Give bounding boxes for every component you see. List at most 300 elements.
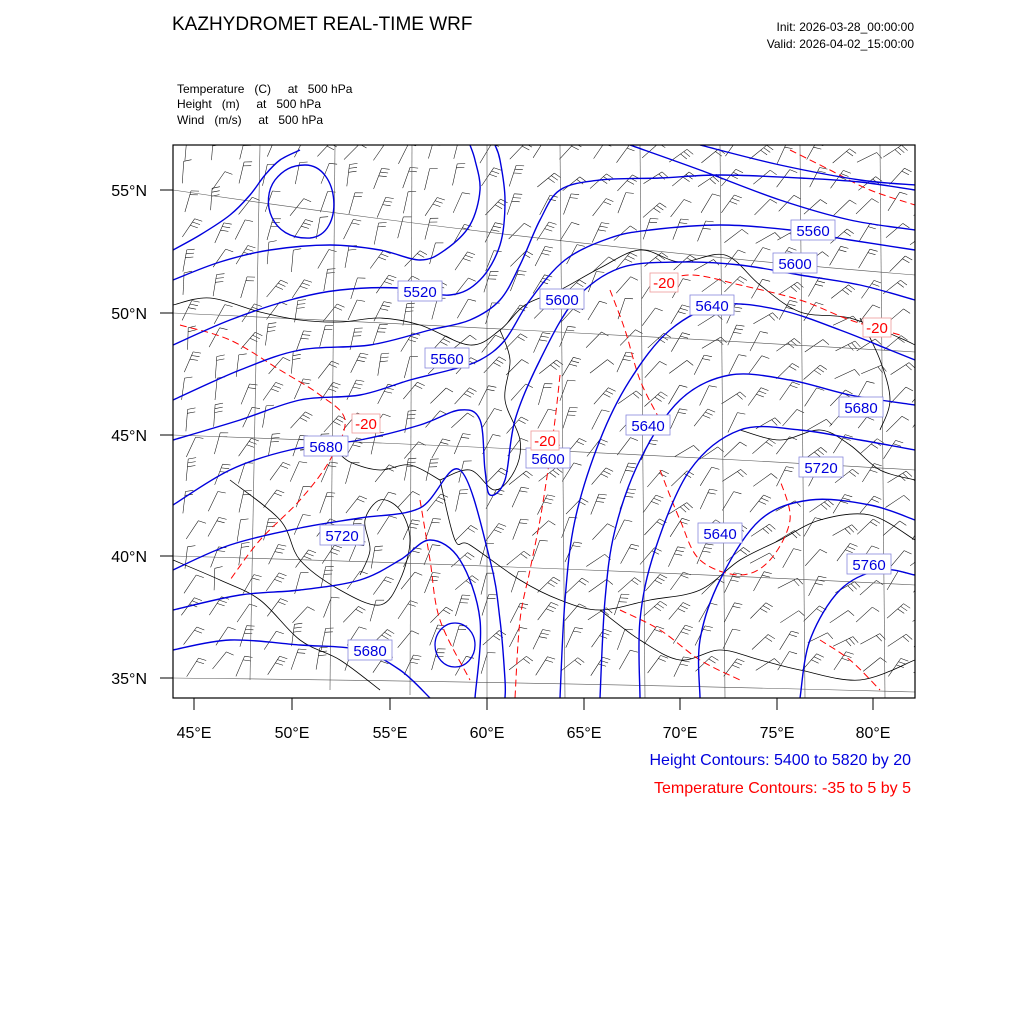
wind-barb bbox=[724, 442, 747, 457]
wind-barb bbox=[616, 253, 637, 270]
wind-barb bbox=[833, 637, 858, 647]
wind-barb bbox=[915, 256, 940, 265]
wind-barb bbox=[425, 218, 438, 239]
wind-barb bbox=[344, 144, 367, 160]
temperature-contour-label bbox=[531, 431, 559, 450]
legend-temperature: Temperature Contours: -35 to 5 by 5 bbox=[653, 780, 911, 797]
wind-barb bbox=[235, 220, 253, 240]
wind-barb bbox=[240, 626, 255, 647]
wind-barb bbox=[671, 200, 692, 217]
wind-barb bbox=[213, 249, 233, 267]
temperature-contour bbox=[650, 275, 900, 335]
wind-barb bbox=[214, 567, 223, 591]
wind-barb bbox=[805, 388, 825, 406]
valid-time: Valid: 2026-04-02_15:00:00 bbox=[766, 37, 914, 51]
wind-barb bbox=[532, 540, 547, 561]
height-contour-label bbox=[540, 289, 584, 309]
wind-barb bbox=[239, 491, 252, 513]
wind-barb bbox=[270, 462, 290, 480]
wind-barb bbox=[621, 544, 639, 563]
wind-barb bbox=[425, 168, 438, 190]
lon-tick-label: 70°E bbox=[662, 725, 698, 742]
wind-barb bbox=[592, 629, 612, 647]
wind-barb bbox=[267, 136, 284, 156]
wind-barb bbox=[212, 137, 222, 160]
wind-barb bbox=[456, 490, 469, 512]
wind-barb bbox=[240, 138, 253, 160]
wind-barb bbox=[750, 145, 774, 159]
wind-barb bbox=[294, 220, 313, 239]
wind-barb bbox=[239, 542, 250, 565]
lat-tick-label: 40°N bbox=[111, 549, 147, 566]
height-contour-label bbox=[348, 640, 392, 660]
wind-barb bbox=[267, 280, 288, 297]
chart-title: KAZHYDROMET REAL-TIME WRF bbox=[172, 14, 473, 35]
svg-text:-20: -20 bbox=[653, 275, 675, 292]
wind-barb bbox=[377, 492, 396, 511]
wind-barb bbox=[668, 547, 685, 567]
wind-barb bbox=[809, 500, 833, 512]
wind-barb bbox=[588, 272, 604, 293]
wind-barb bbox=[755, 199, 778, 215]
wind-barb bbox=[533, 139, 552, 158]
wind-barb bbox=[780, 382, 800, 400]
wind-barb bbox=[810, 168, 828, 188]
wind-barb bbox=[532, 521, 555, 536]
wind-barb bbox=[910, 232, 934, 245]
wind-barb bbox=[401, 572, 422, 589]
wind-barb bbox=[374, 168, 390, 189]
wind-barb bbox=[750, 495, 771, 512]
svg-text:5640: 5640 bbox=[703, 526, 737, 543]
wind-barb bbox=[834, 200, 857, 215]
wind-barb bbox=[750, 332, 768, 352]
wind-barb bbox=[242, 304, 262, 322]
wind-barb bbox=[538, 384, 552, 405]
wind-barb bbox=[645, 253, 669, 267]
wind-barb bbox=[291, 249, 301, 272]
axis-ticks bbox=[160, 190, 873, 710]
wind-barb bbox=[886, 223, 909, 237]
parallel-line bbox=[173, 678, 915, 692]
wind-barb bbox=[184, 352, 201, 372]
wind-barb bbox=[560, 222, 579, 241]
wind-barb bbox=[831, 285, 855, 299]
wind-barb bbox=[183, 249, 195, 271]
wind-barb bbox=[264, 490, 285, 508]
wind-barb bbox=[454, 137, 468, 158]
wind-barb bbox=[512, 487, 529, 507]
wind-barb bbox=[749, 356, 769, 374]
wind-barb bbox=[430, 243, 444, 264]
wind-barb bbox=[614, 594, 629, 615]
height-contour bbox=[630, 145, 915, 230]
wind-barb bbox=[290, 462, 307, 482]
wind-barb bbox=[886, 495, 910, 507]
svg-text:-20: -20 bbox=[355, 416, 377, 433]
temperature-contour bbox=[515, 375, 560, 698]
wind-barb bbox=[376, 275, 396, 293]
wind-barb bbox=[346, 463, 360, 484]
wind-barb bbox=[344, 219, 362, 239]
wind-barb bbox=[213, 274, 224, 297]
wind-barb bbox=[913, 611, 938, 621]
wind-barb bbox=[807, 419, 832, 430]
height-contour-label bbox=[791, 220, 835, 240]
wind-barb bbox=[540, 195, 558, 215]
wind-barb bbox=[752, 635, 775, 650]
wind-barb bbox=[513, 519, 529, 540]
wind-barb bbox=[697, 544, 714, 564]
wind-barb bbox=[833, 525, 858, 536]
wind-barb bbox=[483, 435, 501, 455]
wind-barb bbox=[455, 252, 475, 270]
wind-barb bbox=[617, 175, 639, 191]
wind-barb bbox=[593, 199, 614, 216]
wind-barb bbox=[914, 472, 939, 481]
wind-barb bbox=[451, 413, 474, 428]
border-line bbox=[173, 560, 380, 690]
wind-barb bbox=[539, 360, 563, 374]
wind-barb bbox=[398, 144, 416, 164]
wind-barb bbox=[424, 545, 440, 565]
height-contour-label bbox=[698, 523, 742, 543]
wind-barb bbox=[430, 388, 453, 403]
wind-barb bbox=[237, 519, 248, 542]
wind-barb bbox=[459, 461, 472, 483]
wind-barb bbox=[241, 332, 263, 349]
wind-barb bbox=[643, 495, 663, 513]
wind-barb bbox=[914, 575, 935, 593]
wind-barb bbox=[917, 169, 937, 187]
wind-barb bbox=[509, 656, 533, 670]
wind-barb bbox=[700, 447, 724, 459]
wind-barb bbox=[619, 650, 638, 669]
wind-barb bbox=[481, 573, 495, 594]
wind-barb bbox=[292, 623, 303, 646]
height-contour-label bbox=[626, 415, 670, 435]
height-contour-label bbox=[304, 436, 348, 456]
wind-barb bbox=[700, 489, 717, 509]
wind-barb bbox=[644, 601, 667, 616]
wind-barb bbox=[536, 657, 555, 676]
wind-barb bbox=[320, 493, 335, 514]
wind-barb bbox=[185, 137, 195, 160]
wind-barb bbox=[809, 576, 827, 596]
wind-barb bbox=[914, 628, 933, 647]
svg-text:5640: 5640 bbox=[695, 298, 729, 315]
wind-barb bbox=[617, 145, 637, 163]
wind-barb bbox=[780, 631, 799, 650]
wind-barb bbox=[267, 599, 288, 617]
wind-barb bbox=[694, 260, 719, 271]
wind-barb bbox=[916, 364, 939, 379]
wind-barb bbox=[294, 379, 311, 399]
wind-barb bbox=[212, 172, 232, 190]
wind-barb bbox=[482, 168, 502, 186]
wind-barb bbox=[563, 407, 578, 428]
wind-barb bbox=[890, 168, 912, 184]
wind-barb bbox=[264, 519, 277, 541]
wind-barb bbox=[777, 170, 798, 188]
wind-barb bbox=[673, 219, 689, 240]
wind-barb bbox=[751, 279, 770, 298]
wind-barb bbox=[670, 572, 690, 590]
wind-barb bbox=[186, 521, 206, 539]
wind-barb bbox=[726, 547, 750, 561]
wind-barb bbox=[316, 647, 328, 670]
wind-barb bbox=[883, 521, 906, 536]
wind-barb bbox=[237, 604, 257, 622]
wind-barb bbox=[377, 516, 397, 535]
lat-tick-label: 35°N bbox=[111, 671, 147, 688]
wind-barb bbox=[883, 145, 907, 157]
wind-barb bbox=[645, 361, 667, 377]
wind-barb bbox=[184, 627, 205, 645]
height-contour-label bbox=[799, 457, 843, 477]
wind-barb bbox=[182, 160, 191, 184]
wind-barb bbox=[208, 517, 227, 536]
svg-text:5560: 5560 bbox=[796, 223, 830, 240]
wind-barb bbox=[182, 301, 200, 321]
wind-barb bbox=[594, 140, 614, 158]
wind-barb bbox=[754, 572, 772, 591]
wind-barb bbox=[181, 598, 202, 616]
wind-barb bbox=[835, 369, 860, 378]
wind-barb bbox=[510, 251, 533, 267]
wind-barb bbox=[700, 386, 717, 406]
legend-height: Height Contours: 5400 to 5820 by 20 bbox=[649, 752, 911, 769]
wind-barb bbox=[187, 658, 207, 677]
wind-barb bbox=[642, 308, 663, 326]
wind-barb bbox=[182, 377, 193, 400]
wind-barb bbox=[723, 629, 740, 649]
wind-barb bbox=[644, 392, 667, 407]
wind-barb bbox=[618, 193, 634, 214]
wind-barb bbox=[432, 649, 446, 670]
wind-barb bbox=[453, 626, 467, 647]
variable-temperature: Temperature (C) at 500 hPa bbox=[177, 82, 353, 96]
wind-barb bbox=[915, 505, 940, 515]
wind-barb bbox=[729, 355, 747, 375]
wind-barb bbox=[721, 195, 741, 213]
svg-text:5760: 5760 bbox=[852, 557, 886, 574]
wind-barb bbox=[398, 491, 420, 507]
wind-barb bbox=[671, 305, 690, 324]
wind-barb bbox=[617, 438, 638, 456]
wind-barb bbox=[538, 577, 561, 592]
meridian-line bbox=[330, 145, 335, 690]
wind-barb bbox=[669, 603, 690, 620]
wind-barb bbox=[184, 575, 204, 593]
wind-barb bbox=[702, 579, 725, 594]
wind-barb bbox=[236, 354, 247, 377]
wind-barb bbox=[805, 549, 827, 565]
svg-text:5680: 5680 bbox=[353, 643, 387, 660]
svg-text:-20: -20 bbox=[866, 320, 888, 337]
wind-barb bbox=[268, 656, 288, 675]
wind-barb bbox=[296, 486, 311, 507]
wind-barb bbox=[645, 574, 667, 591]
height-contour-label bbox=[773, 253, 817, 273]
height-contour-label bbox=[847, 554, 891, 574]
wind-barb bbox=[783, 549, 802, 568]
wind-barb bbox=[702, 337, 727, 348]
wind-barb bbox=[351, 353, 369, 373]
wind-barb bbox=[345, 246, 357, 268]
wind-barb bbox=[887, 604, 910, 619]
lon-tick-label: 60°E bbox=[469, 725, 505, 742]
wind-barb bbox=[891, 363, 915, 375]
temperature-contour-label bbox=[352, 414, 380, 433]
wind-barb bbox=[586, 554, 610, 566]
wind-barb bbox=[291, 412, 313, 428]
wind-barb bbox=[780, 611, 804, 623]
wind-barb bbox=[215, 355, 224, 379]
wind-barb bbox=[917, 279, 939, 296]
wind-barb bbox=[324, 416, 346, 432]
wind-barb bbox=[886, 416, 909, 432]
wind-barb bbox=[671, 333, 690, 352]
wind-barb bbox=[915, 443, 936, 461]
wind-barb bbox=[403, 520, 420, 540]
wind-barb bbox=[914, 207, 939, 216]
wind-barb bbox=[405, 251, 427, 267]
wind-barb bbox=[321, 462, 338, 482]
wind-barb bbox=[562, 357, 581, 376]
wind-barb bbox=[428, 138, 442, 159]
wind-barb bbox=[592, 524, 614, 540]
wind-barb bbox=[374, 223, 386, 245]
height-contour bbox=[173, 469, 505, 698]
wind-barb bbox=[671, 471, 694, 486]
wind-barb bbox=[214, 403, 223, 427]
wind-barb bbox=[884, 440, 904, 458]
wind-barb bbox=[479, 386, 497, 406]
wind-barb bbox=[264, 631, 284, 649]
wind-barb bbox=[565, 604, 587, 621]
wind-barb bbox=[481, 653, 495, 674]
wind-barb bbox=[215, 223, 232, 243]
wind-barb bbox=[186, 408, 196, 431]
meridian-line bbox=[410, 145, 412, 695]
wind-barb bbox=[213, 652, 234, 669]
wind-barb bbox=[538, 602, 559, 620]
height-contour-label bbox=[526, 448, 570, 468]
wind-barb bbox=[698, 221, 714, 241]
lat-tick-label: 50°N bbox=[111, 306, 147, 323]
wind-barb bbox=[588, 301, 607, 320]
wind-barb bbox=[185, 191, 199, 212]
wind-barb bbox=[533, 630, 551, 650]
wind-barb bbox=[403, 382, 424, 399]
wind-barb bbox=[510, 143, 532, 159]
wind-barb bbox=[371, 546, 383, 568]
wind-barb bbox=[453, 193, 470, 213]
wind-barb bbox=[669, 360, 693, 373]
wind-barb bbox=[482, 595, 497, 616]
wind-barb bbox=[783, 409, 805, 426]
wind-barb bbox=[722, 392, 746, 404]
wind-barb bbox=[857, 519, 880, 534]
svg-text:-20: -20 bbox=[534, 433, 556, 450]
wind-barb bbox=[722, 492, 741, 511]
wind-barb bbox=[566, 578, 589, 593]
wind-barb bbox=[857, 153, 882, 163]
wind-barb bbox=[432, 439, 450, 458]
wind-barb bbox=[507, 551, 531, 565]
wind-barb bbox=[318, 361, 339, 378]
wind-barb bbox=[343, 606, 365, 622]
wind-barb bbox=[694, 355, 712, 375]
wind-barb bbox=[830, 246, 849, 265]
wind-barb bbox=[324, 597, 340, 617]
temperature-contour bbox=[420, 500, 470, 680]
wind-barb bbox=[777, 467, 795, 487]
height-contour-label bbox=[398, 281, 442, 301]
wind-barb bbox=[486, 524, 507, 542]
wind-barb bbox=[724, 603, 742, 623]
wind-barb bbox=[484, 271, 499, 292]
wind-barb bbox=[748, 388, 768, 406]
wind-barb bbox=[269, 357, 291, 374]
wind-barb bbox=[890, 551, 912, 568]
wind-barb bbox=[453, 164, 466, 186]
wind-barb bbox=[594, 388, 616, 405]
height-contour bbox=[173, 145, 480, 280]
wind-barb bbox=[370, 251, 391, 269]
wind-barb bbox=[566, 628, 583, 648]
wind-barb bbox=[453, 335, 477, 349]
wind-barb bbox=[699, 603, 718, 622]
wind-barb bbox=[511, 384, 533, 400]
wind-barb bbox=[214, 433, 228, 454]
wind-barb bbox=[644, 626, 664, 644]
lon-tick-label: 80°E bbox=[855, 725, 891, 742]
height-contour-label bbox=[690, 295, 734, 315]
wind-barb bbox=[347, 163, 358, 186]
wind-barb bbox=[694, 409, 715, 426]
wind-barb bbox=[537, 495, 555, 515]
wind-barb bbox=[455, 595, 470, 616]
height-contour bbox=[173, 150, 300, 250]
wind-barb bbox=[538, 409, 556, 428]
wind-barb bbox=[455, 388, 477, 404]
wind-barb bbox=[403, 191, 416, 213]
wind-barb bbox=[643, 203, 666, 218]
wind-barb bbox=[539, 468, 563, 482]
wind-barb bbox=[216, 627, 236, 645]
wind-barb bbox=[183, 490, 193, 513]
height-contour-label bbox=[839, 397, 883, 417]
wind-barb bbox=[915, 146, 936, 163]
border-line bbox=[600, 610, 915, 680]
wind-barb bbox=[535, 246, 553, 266]
meridian-line bbox=[250, 145, 260, 680]
wind-barb bbox=[750, 603, 772, 619]
wind-barb bbox=[618, 578, 641, 593]
wind-barb bbox=[863, 658, 887, 672]
wind-barb bbox=[670, 409, 687, 429]
wind-barb bbox=[346, 496, 367, 513]
wind-barb bbox=[804, 365, 827, 379]
wind-barb bbox=[182, 219, 202, 237]
wind-barb bbox=[265, 191, 280, 212]
wind-barb bbox=[511, 571, 526, 592]
wind-barb bbox=[510, 603, 528, 623]
init-time: Init: 2026-03-28_00:00:00 bbox=[776, 20, 914, 34]
wind-barb bbox=[914, 663, 939, 673]
